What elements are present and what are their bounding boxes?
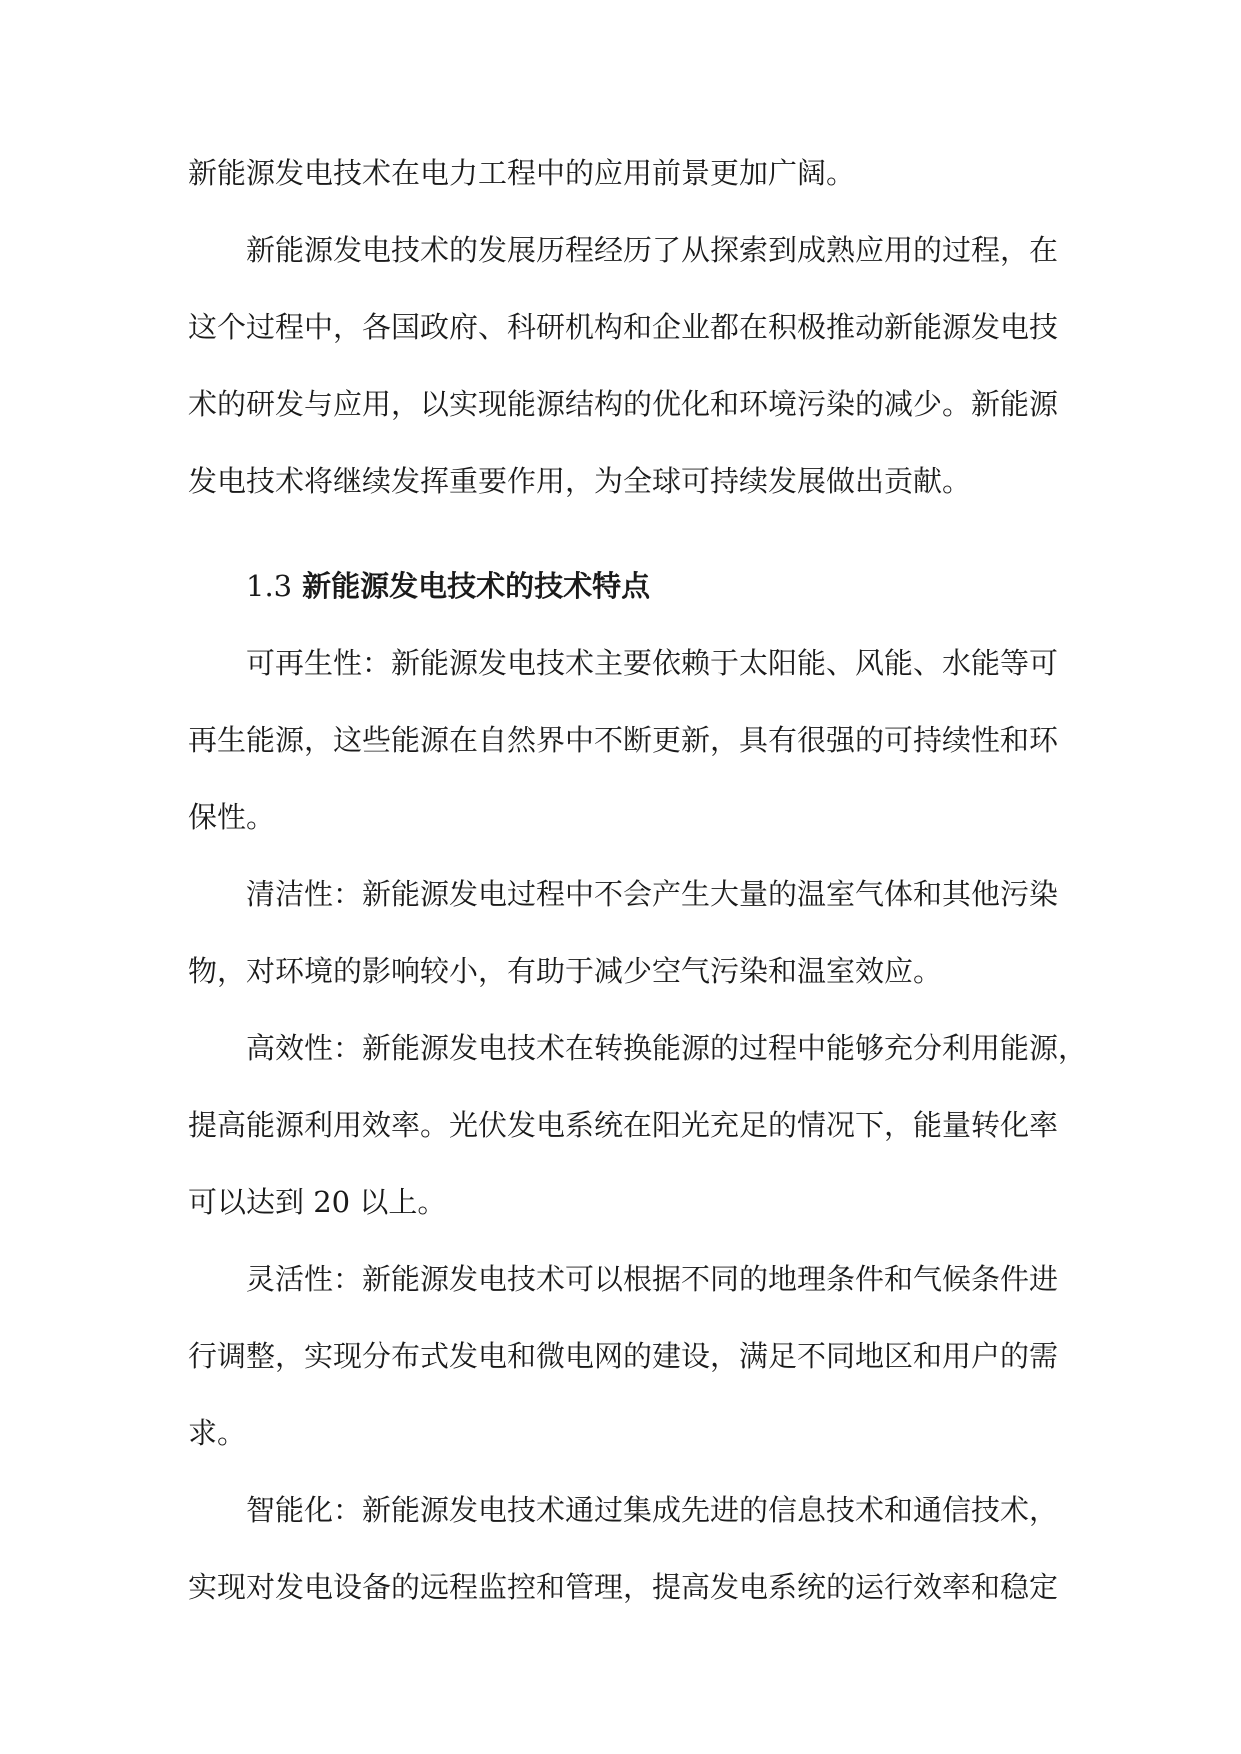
paragraph-clean	[188, 856, 1059, 1010]
section-spacer	[188, 520, 1054, 548]
text-line: 清洁性：新能源发电过程中不会产生大量的温室气体和其他污染	[246, 877, 1059, 911]
text-line: 可再生性：新能源发电技术主要依赖于太阳能、风能、水能等可	[246, 646, 1059, 680]
section-number: 1.3	[246, 569, 293, 603]
text-line: 提高能源利用效率。光伏发电系统在阳光充足的情况下，能量转化率	[188, 1108, 1059, 1142]
text-line: 术的研发与应用，以实现能源结构的优化和环境污染的减少。新能源	[188, 387, 1059, 421]
text-line: 可以达到 20 以上。	[188, 1185, 447, 1219]
text-line: 这个过程中，各国政府、科研机构和企业都在积极推动新能源发电技	[188, 310, 1059, 344]
paragraph-continuation	[188, 135, 1054, 212]
text-line: 求。	[188, 1416, 247, 1450]
text-line: 灵活性：新能源发电技术可以根据不同的地理条件和气候条件进	[246, 1262, 1059, 1296]
text-line: 新能源发电技术的发展历程经历了从探索到成熟应用的过程，在	[246, 233, 1059, 267]
paragraph-flexible	[188, 1241, 1059, 1472]
text-line: 智能化：新能源发电技术通过集成先进的信息技术和通信技术，	[246, 1493, 1059, 1527]
section-title: 新能源发电技术的技术特点	[302, 569, 651, 603]
text-line: 物，对环境的影响较小，有助于减少空气污染和温室效应。	[188, 954, 943, 988]
text-line: 高效性：新能源发电技术在转换能源的过程中能够充分利用能源，	[246, 1031, 1088, 1065]
paragraph-renewable	[188, 625, 1059, 856]
text-line: 再生能源，这些能源在自然界中不断更新，具有很强的可持续性和环	[188, 723, 1059, 757]
text-line: 实现对发电设备的远程监控和管理，提高发电系统的运行效率和稳定	[188, 1570, 1059, 1604]
text-line: 保性。	[188, 800, 276, 834]
paragraph-efficient	[188, 1010, 1088, 1241]
paragraph-development-history	[188, 212, 1059, 520]
document-page	[188, 135, 1088, 1626]
paragraph-smart	[188, 1472, 1059, 1626]
section-heading	[188, 548, 1054, 625]
text-line: 发电技术将继续发挥重要作用，为全球可持续发展做出贡献。	[188, 464, 972, 498]
text-line: 新能源发电技术在电力工程中的应用前景更加广阔。	[188, 156, 856, 190]
text-line: 行调整，实现分布式发电和微电网的建设，满足不同地区和用户的需	[188, 1339, 1059, 1373]
